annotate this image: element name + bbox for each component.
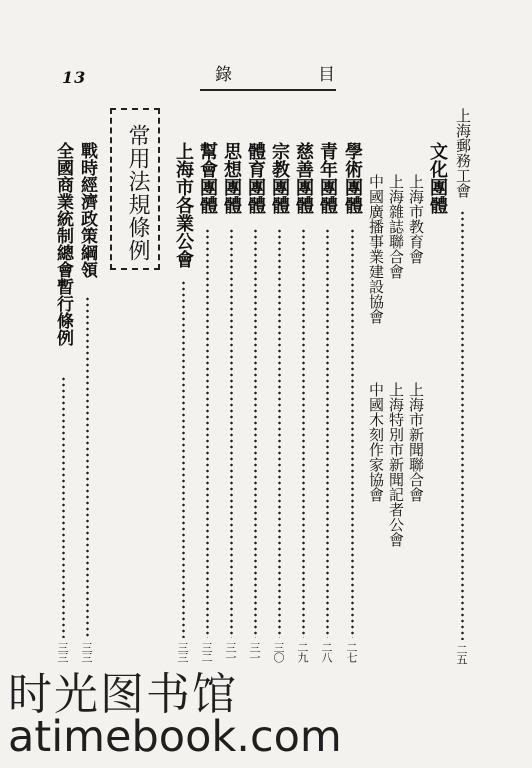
toc-section-culture: 文化團體 [427,142,448,214]
toc-entry-commerce-control-regulations: 全國商業統制總會暫行條例 [53,142,73,346]
page-title-right-char: 目 [318,65,335,85]
page-ref: 二八 [320,642,333,662]
leader-dots [86,296,89,638]
leader-dots [182,280,185,638]
leader-dots [206,228,209,638]
watermark-url: atimebook.com [8,712,342,762]
toc-entry-journalist-guild: 上海特別市新聞記者公會 [387,382,405,547]
page-ref: 二九 [296,642,309,662]
page-ref: 三〇 [272,642,285,662]
toc-entry-woodcut-assoc: 中國木刻作家協會 [367,382,385,502]
page-title [215,60,335,85]
leader-dots [461,210,464,640]
page-ref: 二七 [345,642,358,662]
leader-dots [302,228,305,638]
header-rule [200,89,336,91]
toc-entry-postal-union: 上海郵務工會 [454,108,472,198]
toc-section-ideology: 思想團體 [221,142,242,214]
toc-entry-wartime-economic-policy: 戰時經濟政策綱領 [77,142,97,278]
toc-entry-magazine-union: 上海雜誌聯合會 [387,174,405,279]
leader-dots [230,228,233,638]
page-number: 13 [62,68,87,87]
leader-dots [62,376,65,638]
toc-section-sports: 體育團體 [245,142,266,214]
toc-entry-broadcast-assoc: 中國廣播事業建設協會 [367,174,385,324]
page-ref: 三一 [248,642,261,662]
toc-section-youth: 青年團體 [317,142,338,214]
toc-entry-news-union: 上海市新聞聯合會 [407,382,425,502]
toc-part-heading-regulations: 常用法規條例 [125,124,150,262]
page-title-left-char: 錄 [215,65,232,85]
page-ref: 三一 [224,642,237,662]
page-ref: 二五 [455,644,468,664]
page-ref: 三三 [56,642,69,662]
toc-section-religion: 宗教團體 [269,142,290,214]
toc-section-trade-guilds: 上海市各業公會 [173,142,194,268]
toc-section-gangs: 幫會團體 [197,142,218,214]
watermark-chinese: 时光图书馆 [8,669,238,720]
toc-entry-education-assoc: 上海市教育會 [407,174,425,264]
section-box-regulations [110,108,160,270]
leader-dots [326,228,329,638]
page-ref: 三三 [176,642,189,662]
leader-dots [254,228,257,638]
toc-section-academic: 學術團體 [342,142,363,214]
page-ref: 三二 [200,642,213,662]
leader-dots [351,228,354,638]
page-ref: 三三 [80,642,93,662]
leader-dots [278,228,281,638]
toc-section-charity: 慈善團體 [293,142,314,214]
